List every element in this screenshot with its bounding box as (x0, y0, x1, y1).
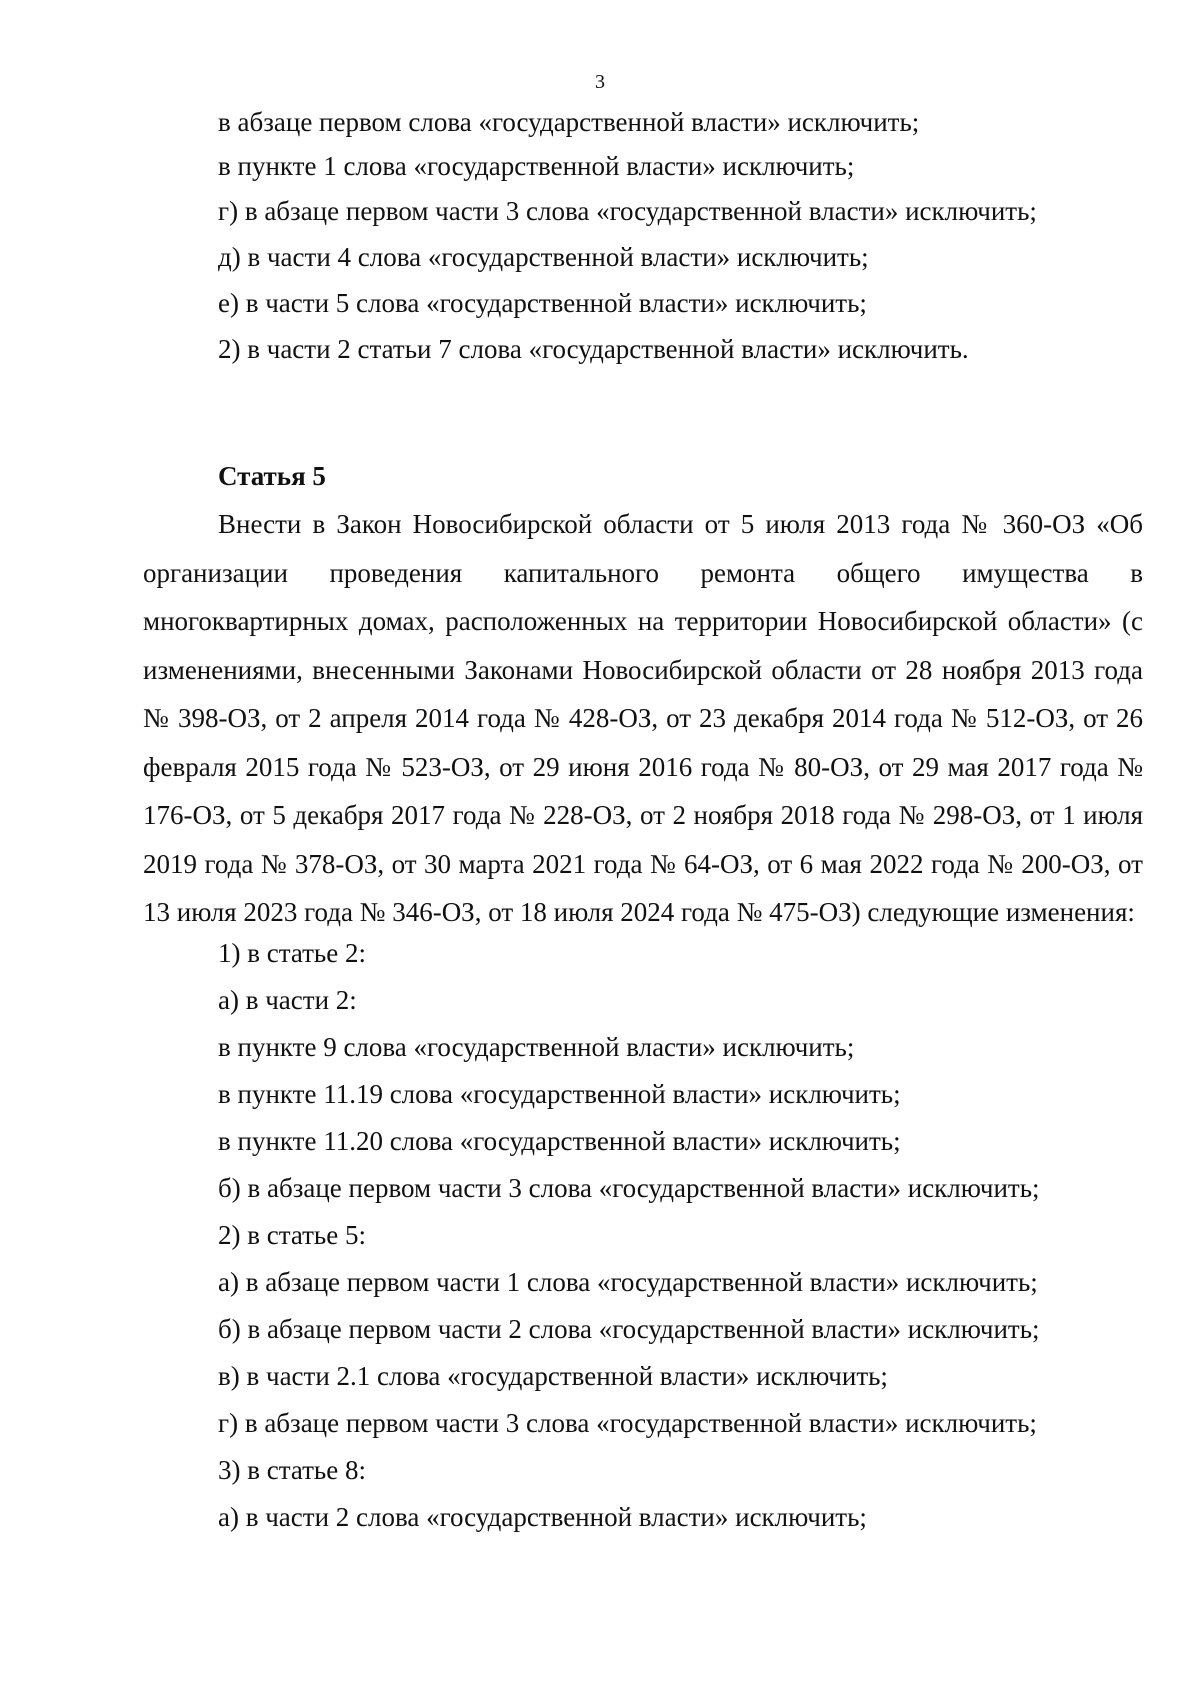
article-paragraph: Внести в Закон Новосибирской области от 5 июля 2013 года № 360-ОЗ «Об организации проведения капитального ремонта общего имущества в многоквартирных домах, расположенных на территории Новосибирской области» (с изменениями, внесенными Законами Новосибирской области от 28 ноября 2013 года № 398-ОЗ, от 2 апреля 2014 года № 428-ОЗ, от 23 декабря 2014 года № 512-ОЗ, от 26 февраля 2015 года № 523-ОЗ, от 29 июня 2016 года № 80-ОЗ, от 29 мая 2017 года № 176-ОЗ, от 5 декабря 2017 года № 228-ОЗ, от 2 ноября 2018 года № 298-ОЗ, от 1 июля 2019 года № 378-ОЗ, от 30 марта 2021 года № 64-ОЗ, от 6 мая 2022 года № 200-ОЗ, от 13 июля 2023 года № 346-ОЗ, от 18 июля 2024 года № 475-ОЗ) следующие изменения: (143, 509, 1143, 927)
text-line: д) в части 4 слова «государственной власти» исключить; (218, 242, 869, 272)
text-line: б) в абзаце первом части 3 слова «государственной власти» исключить; (218, 1173, 1040, 1203)
text-line: 2) в статье 5: (218, 1220, 366, 1250)
text-line: в пункте 9 слова «государственной власти» исключить; (218, 1032, 855, 1062)
text-line: г) в абзаце первом части 3 слова «государственной власти» исключить; (218, 1408, 1037, 1438)
page-number: 3 (595, 71, 605, 93)
text-line: б) в абзаце первом части 2 слова «государственной власти» исключить; (218, 1314, 1040, 1344)
text-line: а) в абзаце первом части 1 слова «государственной власти» исключить; (218, 1267, 1038, 1297)
text-line: в пункте 11.19 слова «государственной власти» исключить; (218, 1079, 901, 1109)
text-line: в абзаце первом слова «государственной власти» исключить; (218, 107, 920, 137)
article-heading: Статья 5 (218, 461, 326, 491)
text-line: в пункте 11.20 слова «государственной власти» исключить; (218, 1126, 901, 1156)
text-line: в) в части 2.1 слова «государственной власти» исключить; (218, 1361, 888, 1391)
text-line: 2) в части 2 статьи 7 слова «государственной власти» исключить. (218, 334, 969, 364)
text-line: г) в абзаце первом части 3 слова «государственной власти» исключить; (218, 196, 1037, 226)
text-line: в пункте 1 слова «государственной власти» исключить; (218, 151, 855, 181)
text-line: а) в части 2 слова «государственной власти» исключить; (218, 1502, 867, 1532)
text-line: 3) в статье 8: (218, 1455, 366, 1485)
text-line: а) в части 2: (218, 985, 357, 1015)
text-line: е) в части 5 слова «государственной власти» исключить; (218, 288, 867, 318)
text-line: 1) в статье 2: (218, 938, 366, 968)
